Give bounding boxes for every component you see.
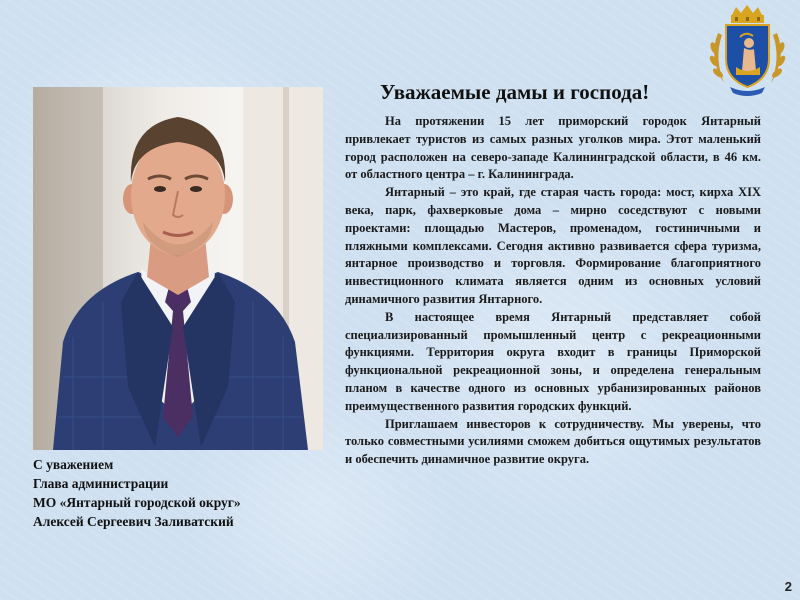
page-title: Уважаемые дамы и господа! [380, 80, 650, 104]
letter-paragraph: Янтарный – это край, где старая часть города: мост, кирха XIX века, парк, фахверковые дома – мирно соседствуют с новыми проектами: площадью Мастеров, променадом, гостиничными и пляжными комплексами. Сегодня активно развивается сфера туризма, янтарное производство и торговля. Формирование благоприятного инвестиционного климата является одним из основных условий динамичного развития Янтарного. [345, 185, 761, 306]
letter-paragraph: В настоящее время Янтарный представляет собой специализированный промышленный центр с рекреационными функциями. Территория округа входит в границы Приморской функциональной рекреационной зоны, и определена генеральным планом в качестве одного из основных урбанизированных районов преимущественного развития городских функций. [345, 309, 761, 413]
signature-greeting: С уважением [33, 457, 114, 472]
signature-block [33, 455, 241, 531]
letter-paragraph: Приглашаем инвесторов к сотрудничеству. Мы уверены, что только совместными усилиями сможем добиться ощутимых результатов и обеспечить динамичное развитие округа. [345, 416, 761, 467]
coat-of-arms-graphic [700, 3, 795, 98]
portrait-photo [33, 87, 323, 450]
letter-paragraph: На протяжении 15 лет приморский городок Янтарный привлекает туристов из самых разных уголков мира. Этот маленький город расположен на северо-западе Калининградской области, в 46 км. от областного центра – г. Калининграда. [345, 114, 761, 182]
letter-body [345, 113, 761, 469]
signature-name: Алексей Сергеевич Заливатский [33, 514, 234, 529]
page-number: 2 [784, 579, 792, 594]
signature-position: Глава администрации [33, 476, 169, 491]
signature-organization: МО «Янтарный городской округ» [33, 495, 241, 510]
coat-of-arms-icon [700, 3, 795, 98]
portrait-illustration [33, 87, 323, 450]
